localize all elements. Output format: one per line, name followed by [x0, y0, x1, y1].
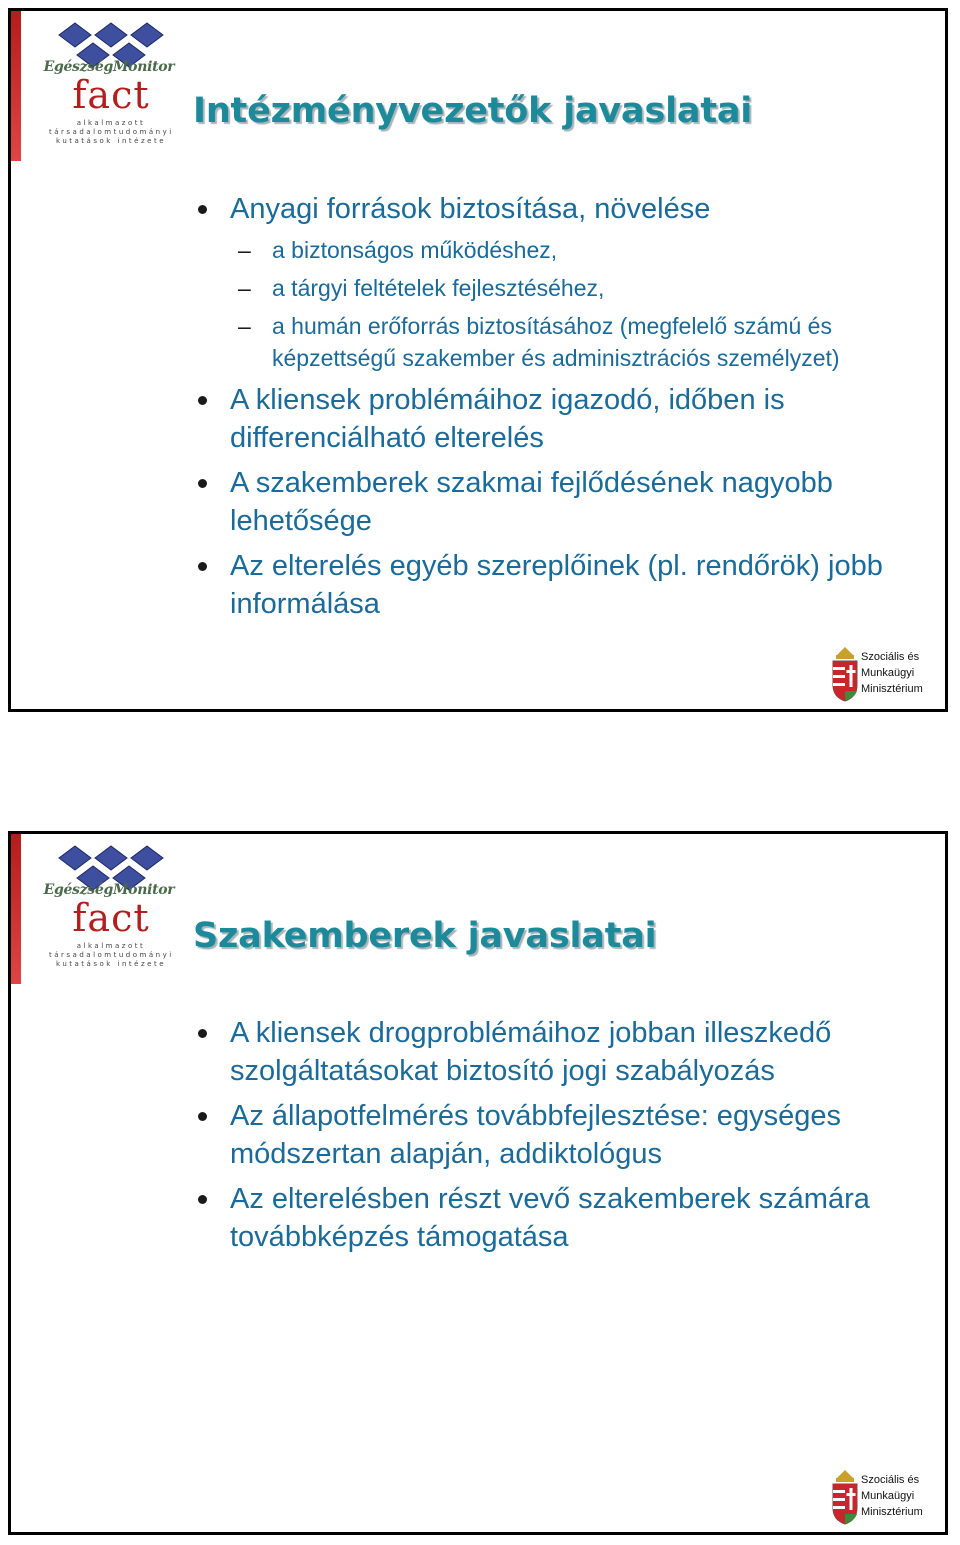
- bullet-text: Az állapotfelmérés továbbfejlesztése: egységes módszertan alapján, addiktológus: [230, 1100, 841, 1170]
- bullet-text: A kliensek problémáihoz igazodó, időben is differenciálható elterelés: [230, 384, 785, 454]
- bullet-item: [193, 1014, 933, 1090]
- hungarian-crest-icon: [831, 645, 859, 703]
- slide-title: Szakemberek javaslatai: [193, 916, 657, 956]
- slide-1: [8, 8, 948, 712]
- egeszsegmonitor-wordmark: EgészségMonitor: [43, 882, 175, 898]
- bullet-list: [193, 190, 933, 630]
- bullet-item: [193, 547, 933, 623]
- bullet-item: [193, 1097, 933, 1173]
- dash-marker: –: [238, 237, 251, 263]
- bullet-item: [193, 381, 933, 457]
- slide-title: Intézményvezetők javaslatai: [193, 91, 753, 131]
- ministry-name: Szociális és Munkaügyi Minisztérium: [861, 651, 923, 695]
- sub-bullet-text: a humán erőforrás biztosításához (megfelelő számú és képzettségű szakember és adminisztrációs személyzet): [272, 313, 840, 371]
- sub-bullet-text: a biztonságos működéshez,: [272, 237, 558, 263]
- bullet-item: [193, 464, 933, 540]
- hungarian-crest-icon: [831, 1468, 859, 1526]
- fact-subtitle: alkalmazott társadalomtudományi kutatások intézete: [49, 119, 174, 145]
- fact-wordmark: fact: [72, 896, 150, 940]
- sub-bullet-list: [230, 234, 933, 374]
- bullet-text: A szakemberek szakmai fejlődésének nagyobb lehetősége: [230, 467, 833, 537]
- fact-subtitle: alkalmazott társadalomtudományi kutatások intézete: [49, 942, 174, 968]
- egeszsegmonitor-fact-logo: [29, 838, 189, 973]
- bullet-text: Az elterelés egyéb szereplőinek (pl. rendőrök) jobb informálása: [230, 550, 883, 620]
- bullet-item: [193, 190, 933, 374]
- sub-bullet-item: [230, 272, 933, 304]
- red-accent-bar: [11, 11, 21, 161]
- red-accent-bar: [11, 834, 21, 984]
- bullet-text: A kliensek drogproblémáihoz jobban illeszkedő szolgáltatásokat biztosító jogi szabályozás: [230, 1017, 832, 1087]
- egeszsegmonitor-wordmark: EgészségMonitor: [43, 59, 175, 75]
- bullet-text: Az elterelésben részt vevő szakemberek számára továbbképzés támogatása: [230, 1183, 870, 1253]
- bullet-item: [193, 1180, 933, 1256]
- fact-wordmark: fact: [72, 73, 150, 117]
- dash-marker: –: [238, 275, 251, 301]
- ministry-logo: [831, 641, 931, 705]
- egeszsegmonitor-fact-logo: [29, 15, 189, 150]
- bullet-text: Anyagi források biztosítása, növelése: [230, 193, 711, 225]
- sub-bullet-item: [230, 310, 933, 374]
- sub-bullet-text: a tárgyi feltételek fejlesztéséhez,: [272, 275, 605, 301]
- ministry-logo: [831, 1464, 931, 1528]
- bullet-list: [193, 1014, 933, 1263]
- dash-marker: –: [238, 313, 251, 339]
- slide-2: [8, 831, 948, 1535]
- sub-bullet-item: [230, 234, 933, 266]
- ministry-name: Szociális és Munkaügyi Minisztérium: [861, 1474, 923, 1518]
